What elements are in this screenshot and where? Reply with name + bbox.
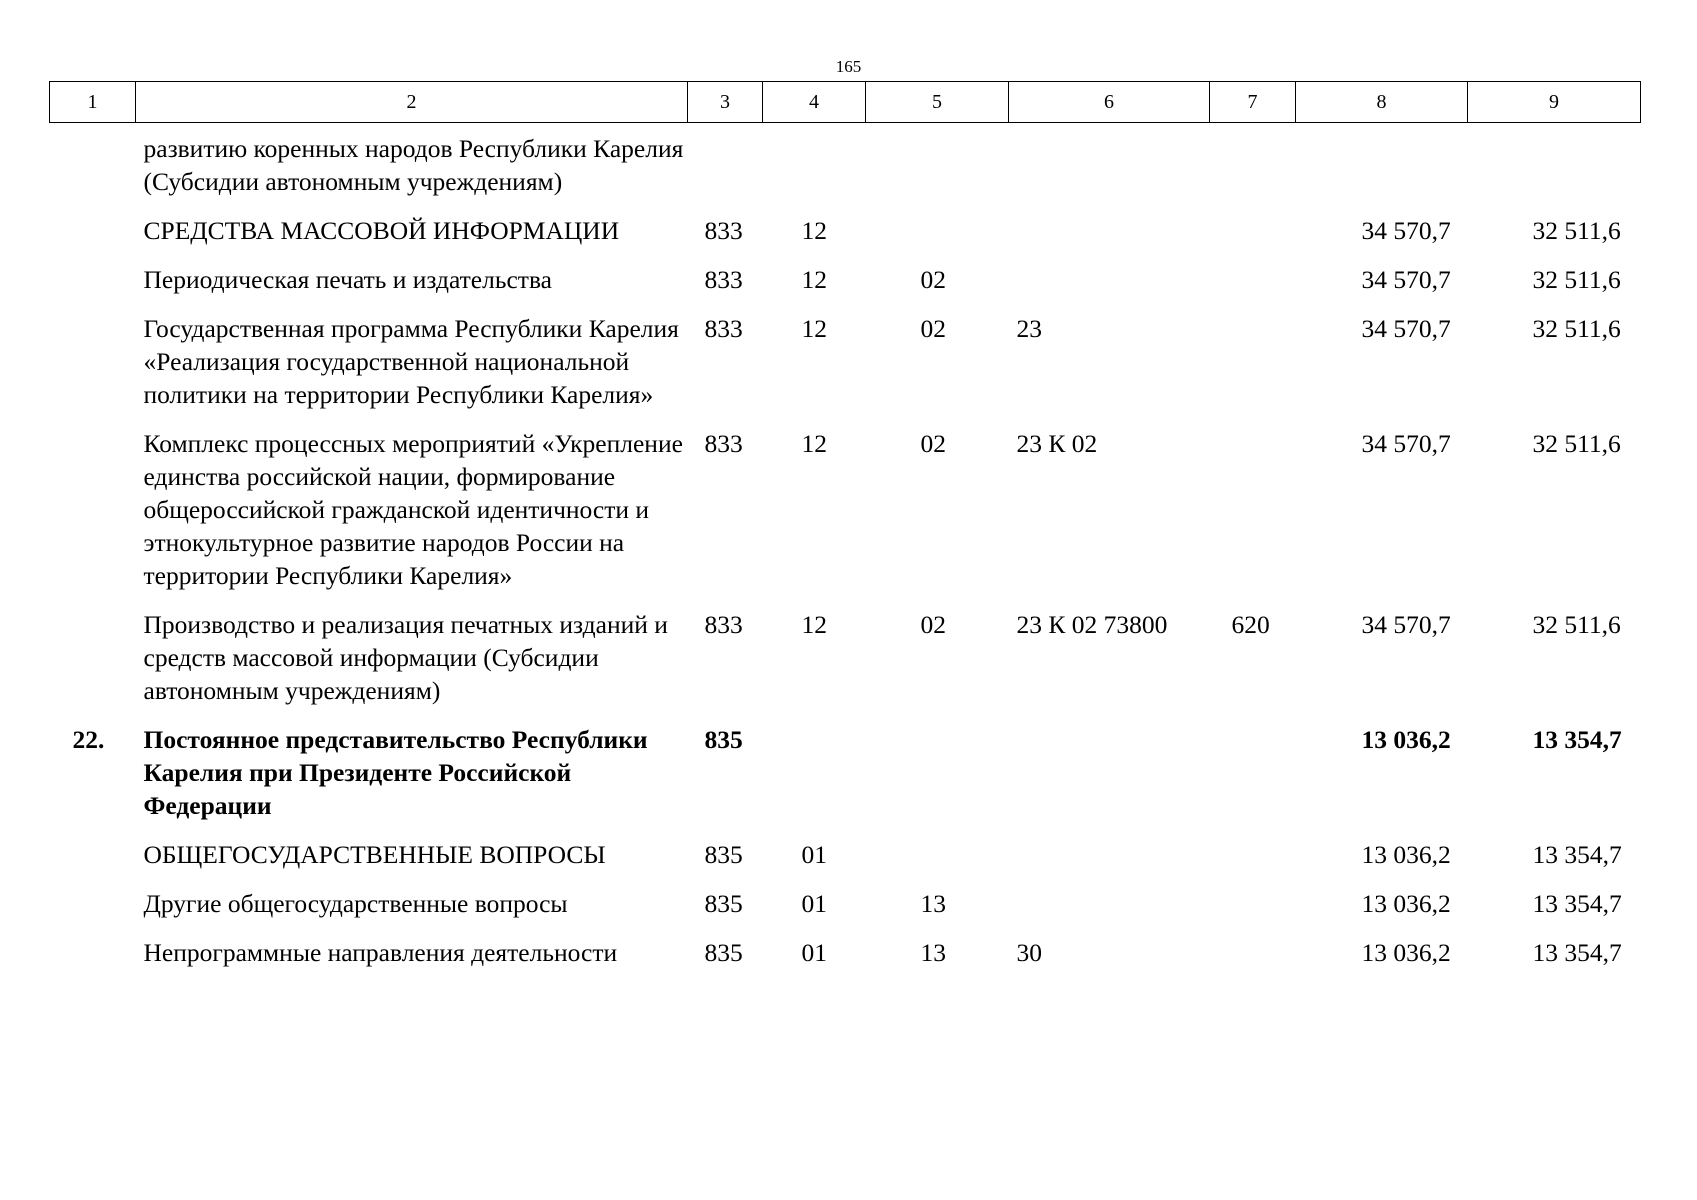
section-code: 01 <box>801 840 827 869</box>
target-article-code <box>1009 123 1210 215</box>
subsection-code: 13 <box>920 938 946 967</box>
row-number <box>50 838 136 887</box>
ministry-code: 835 <box>704 938 743 967</box>
amount-year-1 <box>1296 123 1468 215</box>
table-row <box>50 427 1641 608</box>
section-code: 12 <box>801 429 827 458</box>
table-body <box>50 123 1641 986</box>
amount-year-2: 13 354,7 <box>1532 889 1622 918</box>
row-name: Непрограммные направления деятельности <box>143 938 618 967</box>
row-name: ОБЩЕГОСУДАРСТВЕННЫЕ ВОПРОСЫ <box>143 840 606 869</box>
section-code: 12 <box>801 265 827 294</box>
expense-type-code <box>1210 263 1296 312</box>
subsection-code <box>866 723 1009 838</box>
subsection-code: 02 <box>920 265 946 294</box>
target-article-code <box>1009 838 1210 887</box>
row-name: Периодическая печать и издательства <box>143 265 552 294</box>
subsection-code: 02 <box>920 429 946 458</box>
amount-year-1: 34 570,7 <box>1361 216 1451 245</box>
ministry-code: 835 <box>704 840 743 869</box>
amount-year-1: 13 036,2 <box>1361 725 1451 754</box>
subsection-code <box>866 838 1009 887</box>
amount-year-2: 13 354,7 <box>1532 938 1622 967</box>
row-number <box>50 427 136 608</box>
ministry-code: 833 <box>704 429 743 458</box>
ministry-code <box>688 123 763 215</box>
row-number <box>50 263 136 312</box>
column-header: 2 <box>136 82 688 123</box>
subsection-code <box>866 123 1009 215</box>
row-name: Комплекс процессных мероприятий «Укрепление единства российской нации, формирование общероссийской гражданской идентичности и этнокультурное развитие народов России на территории Республики Карелия» <box>143 429 683 590</box>
table-row <box>50 214 1641 263</box>
section-code <box>763 723 866 838</box>
column-header: 1 <box>50 82 136 123</box>
column-header: 7 <box>1210 82 1296 123</box>
section-code: 12 <box>801 314 827 343</box>
amount-year-1: 13 036,2 <box>1361 938 1451 967</box>
target-article-code: 23 <box>1016 314 1042 343</box>
expense-type-code <box>1210 214 1296 263</box>
expense-type-code <box>1210 123 1296 215</box>
ministry-code: 835 <box>704 725 743 754</box>
table-row <box>50 123 1641 215</box>
column-header: 6 <box>1009 82 1210 123</box>
section-code: 12 <box>801 216 827 245</box>
table-row <box>50 838 1641 887</box>
row-name: Другие общегосударственные вопросы <box>143 889 568 918</box>
amount-year-2: 32 511,6 <box>1532 216 1621 245</box>
budget-table <box>49 81 1641 985</box>
row-number <box>50 887 136 936</box>
subsection-code <box>866 214 1009 263</box>
table-header <box>50 82 1641 123</box>
target-article-code: 23 К 02 <box>1016 429 1098 458</box>
row-name: Государственная программа Республики Карелия «Реализация государственной национальной политики на территории Республики Карелия» <box>143 314 679 409</box>
table-row <box>50 312 1641 427</box>
ministry-code: 833 <box>704 216 743 245</box>
amount-year-2: 32 511,6 <box>1532 610 1621 639</box>
target-article-code <box>1009 887 1210 936</box>
amount-year-2: 32 511,6 <box>1532 429 1621 458</box>
table-row <box>50 608 1641 723</box>
amount-year-1: 34 570,7 <box>1361 429 1451 458</box>
section-code: 01 <box>801 889 827 918</box>
row-number: 22. <box>72 725 105 754</box>
column-header: 8 <box>1296 82 1468 123</box>
amount-year-1: 34 570,7 <box>1361 314 1451 343</box>
row-name: Производство и реализация печатных изданий и средств массовой информации (Субсидии автономным учреждениям) <box>143 610 668 705</box>
table-row <box>50 263 1641 312</box>
ministry-code: 833 <box>704 265 743 294</box>
column-header: 9 <box>1468 82 1641 123</box>
target-article-code: 23 К 02 73800 <box>1016 610 1168 639</box>
ministry-code: 833 <box>704 314 743 343</box>
expense-type-code <box>1210 312 1296 427</box>
row-number <box>50 123 136 215</box>
row-number <box>50 936 136 985</box>
expense-type-code <box>1210 723 1296 838</box>
row-number <box>50 312 136 427</box>
amount-year-1: 34 570,7 <box>1361 265 1451 294</box>
amount-year-1: 13 036,2 <box>1361 840 1451 869</box>
subsection-code: 13 <box>920 889 946 918</box>
row-name: развитию коренных народов Республики Карелия (Субсидии автономным учреждениям) <box>143 134 684 196</box>
column-header: 4 <box>763 82 866 123</box>
target-article-code <box>1009 723 1210 838</box>
row-name: СРЕДСТВА МАССОВОЙ ИНФОРМАЦИИ <box>143 216 620 245</box>
amount-year-2: 32 511,6 <box>1532 314 1621 343</box>
row-name: Постоянное представительство Республики Карелия при Президенте Российской Федерации <box>143 725 648 820</box>
expense-type-code <box>1210 838 1296 887</box>
amount-year-2: 13 354,7 <box>1532 725 1622 754</box>
expense-type-code <box>1210 936 1296 985</box>
table-row <box>50 936 1641 985</box>
expense-type-code: 620 <box>1231 610 1270 639</box>
expense-type-code <box>1210 887 1296 936</box>
column-header: 5 <box>866 82 1009 123</box>
ministry-code: 833 <box>704 610 743 639</box>
table-row <box>50 887 1641 936</box>
amount-year-2: 13 354,7 <box>1532 840 1622 869</box>
row-number <box>50 608 136 723</box>
amount-year-2: 32 511,6 <box>1532 265 1621 294</box>
section-code <box>763 123 866 215</box>
amount-year-1: 13 036,2 <box>1361 889 1451 918</box>
subsection-code: 02 <box>920 610 946 639</box>
section-code: 12 <box>801 610 827 639</box>
expense-type-code <box>1210 427 1296 608</box>
amount-year-2 <box>1468 123 1641 215</box>
amount-year-1: 34 570,7 <box>1361 610 1451 639</box>
column-header: 3 <box>688 82 763 123</box>
row-number <box>50 214 136 263</box>
target-article-code: 30 <box>1016 938 1042 967</box>
header-row <box>50 82 1641 123</box>
table-row <box>50 723 1641 838</box>
subsection-code: 02 <box>920 314 946 343</box>
ministry-code: 835 <box>704 889 743 918</box>
target-article-code <box>1009 214 1210 263</box>
section-code: 01 <box>801 938 827 967</box>
page-number: 165 <box>835 57 862 76</box>
target-article-code <box>1009 263 1210 312</box>
